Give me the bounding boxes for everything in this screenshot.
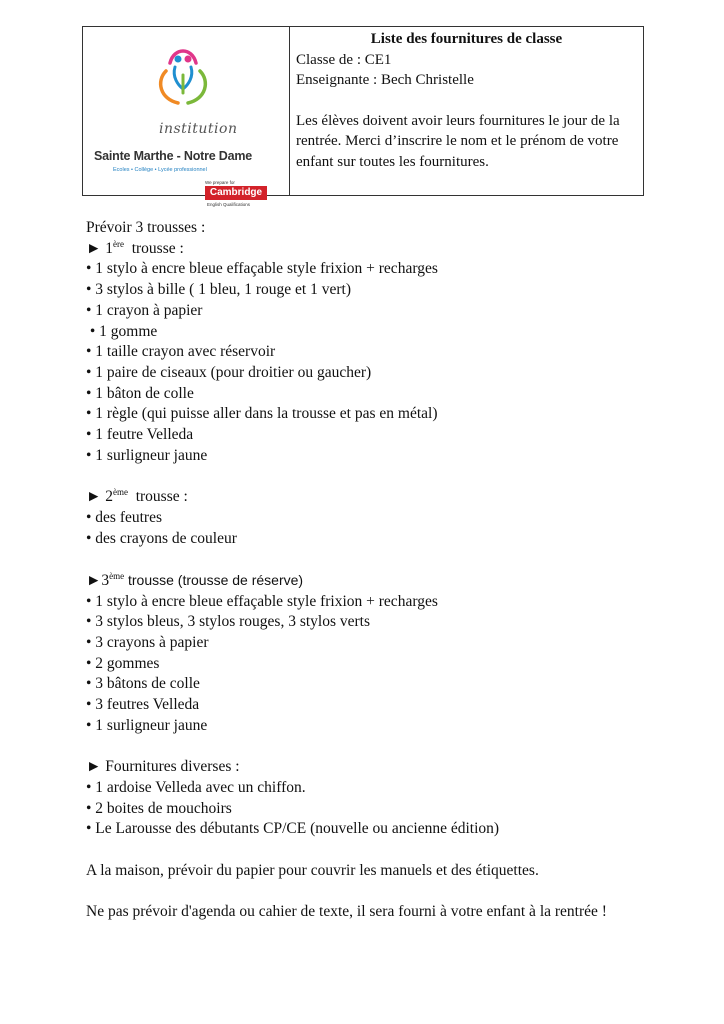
maison-note: A la maison, prévoir du papier pour couvrir les manuels et des étiquettes.: [86, 861, 539, 879]
intro-line: Prévoir 3 trousses :: [86, 219, 206, 236]
trousse2-sup: ème: [112, 486, 128, 497]
logo-script-text: institution: [159, 121, 238, 137]
logo-school-name: Sainte Marthe - Notre Dame: [94, 149, 253, 163]
list-item: • 1 taille crayon avec réservoir: [86, 343, 276, 361]
document-title: Liste des fournitures de classe: [370, 31, 563, 47]
list-item: • 2 boites de mouchoirs: [86, 799, 232, 817]
list-item: • 1 surligneur jaune: [86, 446, 208, 464]
list-item: • 1 stylo à encre bleue effaçable style frixion + recharges: [86, 592, 438, 610]
trousse3-heading: [86, 570, 686, 592]
list-item: • 1 ardoise Velleda avec un chiffon.: [86, 778, 306, 796]
trousse2-label: trousse :: [127, 488, 188, 506]
list-item: • 1 feutre Velleda: [86, 426, 194, 444]
spacer: [86, 549, 686, 570]
family-logo-icon: [148, 41, 218, 111]
list-item: • 3 stylos à bille ( 1 bleu, 1 rouge et 1 vert): [86, 281, 351, 299]
list-item: • 2 gommes: [86, 654, 160, 672]
list-item: • 1 surligneur jaune: [86, 716, 208, 734]
teacher-line: Enseignante : Bech Christelle: [296, 72, 474, 88]
notice-text: Les élèves doivent avoir leurs fournitures le jour de la rentrée. Merci d’inscrire le nom et le prénom de votre enfant sur toutes les fournitures.: [296, 112, 620, 170]
trousse3-sup: ème: [109, 570, 125, 581]
list-item: • 1 paire de ciseaux (pour droitier ou gaucher): [86, 363, 372, 381]
school-logo: [83, 27, 290, 207]
class-line: Classe de : CE1: [296, 51, 392, 68]
trousse2-heading: [86, 487, 686, 508]
list-item: • des feutres: [86, 508, 163, 526]
list-item: • 1 bâton de colle: [86, 384, 194, 402]
trousse1-marker: ► 1: [86, 239, 113, 257]
trousse1-label: trousse :: [123, 239, 184, 257]
list-item: • 1 crayon à papier: [86, 301, 203, 319]
cambridge-prepare-text: We prepare for: [205, 180, 235, 185]
trousse3-marker: ►3: [86, 571, 110, 589]
diverses-heading: ► Fournitures diverses :: [86, 758, 240, 776]
trousse1-heading: [86, 239, 686, 260]
list-item: • 3 stylos bleus, 3 stylos rouges, 3 stylos verts: [86, 613, 371, 631]
spacer: [86, 840, 686, 861]
spacer: [86, 737, 686, 758]
logo-subtitle: Ecoles • Collège • Lycée professionnel: [113, 167, 207, 173]
spacer: [86, 881, 686, 902]
list-item: • 1 stylo à encre bleue effaçable style frixion + recharges: [86, 260, 438, 278]
spacer: [86, 466, 686, 487]
list-item: • 3 feutres Velleda: [86, 696, 200, 714]
list-item: • Le Larousse des débutants CP/CE (nouvelle ou ancienne édition): [86, 820, 500, 838]
header-table: [82, 26, 644, 207]
header-info: [290, 27, 643, 195]
trousse2-marker: ► 2: [86, 488, 113, 506]
trousse3-label: trousse (trousse de réserve): [124, 571, 304, 588]
list-item: • 3 crayons à papier: [86, 634, 209, 652]
list-item: • des crayons de couleur: [86, 529, 237, 547]
cambridge-qualifications-text: English Qualifications: [207, 202, 251, 207]
cambridge-badge: Cambridge: [205, 186, 267, 200]
info-gap: [296, 91, 637, 111]
agenda-note: Ne pas prévoir d'agenda ou cahier de texte, il sera fourni à votre enfant à la rentrée !: [86, 903, 607, 921]
list-item: • 1 gomme: [86, 322, 158, 340]
list-item: • 3 bâtons de colle: [86, 675, 200, 693]
list-item: • 1 règle (qui puisse aller dans la trousse et pas en métal): [86, 405, 438, 423]
supplies-list: [86, 218, 686, 923]
trousse1-sup: ère: [112, 238, 124, 249]
